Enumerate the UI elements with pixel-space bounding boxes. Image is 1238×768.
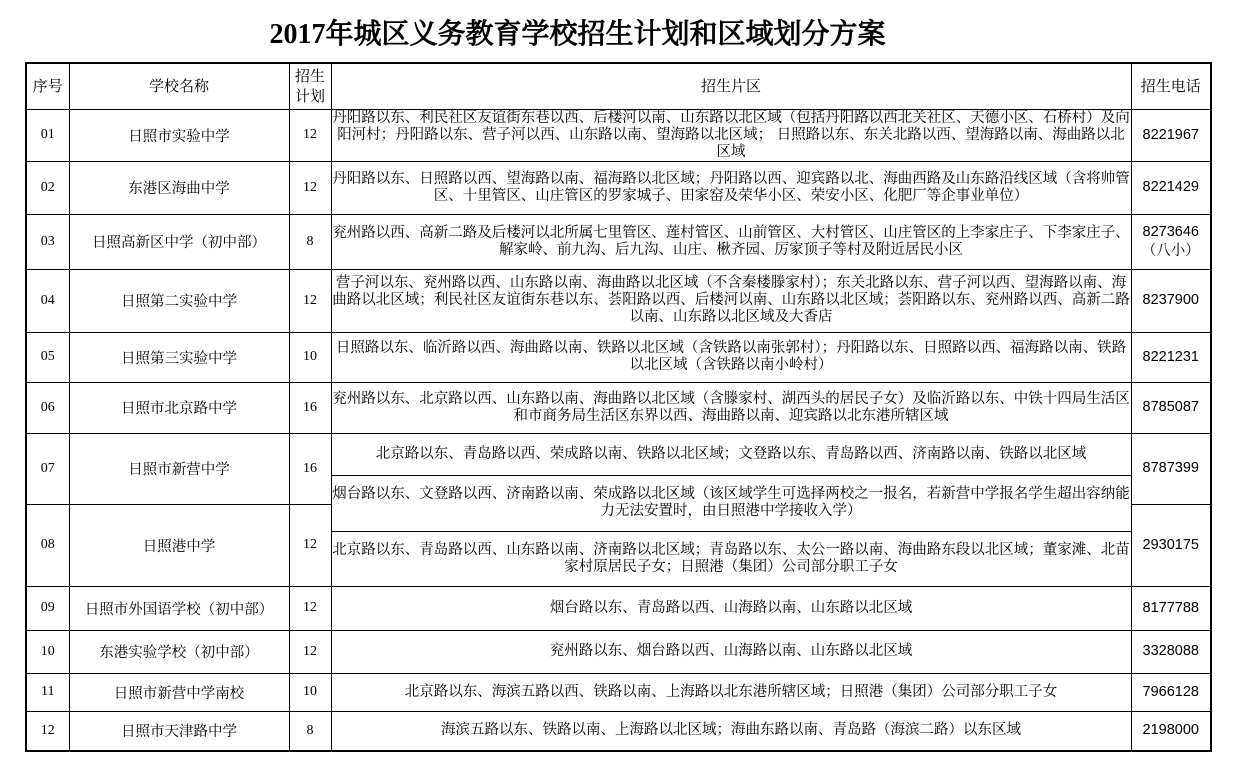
phone-cell: 8237900 — [1131, 269, 1211, 332]
plan-cell: 16 — [289, 382, 331, 433]
phone-cell: 8787399 — [1131, 433, 1211, 504]
header-seq: 序号 — [26, 63, 69, 109]
seq-cell: 06 — [26, 382, 69, 433]
phone-cell: 8221967 — [1131, 109, 1211, 161]
plan-cell: 12 — [289, 586, 331, 630]
school-name-cell: 日照市北京路中学 — [69, 382, 289, 433]
plan-cell: 12 — [289, 109, 331, 161]
seq-cell: 12 — [26, 711, 69, 751]
seq-cell: 04 — [26, 269, 69, 332]
school-name-cell: 日照第二实验中学 — [69, 269, 289, 332]
seq-cell: 10 — [26, 630, 69, 673]
seq-cell: 08 — [26, 504, 69, 586]
school-name-cell: 日照第三实验中学 — [69, 332, 289, 382]
plan-cell: 8 — [289, 711, 331, 751]
plan-cell: 12 — [289, 161, 331, 214]
seq-cell: 01 — [26, 109, 69, 161]
plan-cell: 12 — [289, 504, 331, 586]
school-name-cell: 日照市新营中学南校 — [69, 673, 289, 711]
plan-cell: 12 — [289, 630, 331, 673]
table-row — [26, 586, 1211, 630]
plan-cell: 10 — [289, 673, 331, 711]
table-row — [26, 711, 1211, 751]
school-name-cell: 东港实验学校（初中部） — [69, 630, 289, 673]
plan-cell: 16 — [289, 433, 331, 504]
phone-cell: 8785087 — [1131, 382, 1211, 433]
phone-cell: 8177788 — [1131, 586, 1211, 630]
school-name-cell: 日照市天津路中学 — [69, 711, 289, 751]
table-row — [26, 433, 1211, 475]
header-enrollment-area: 招生片区 — [331, 63, 1131, 109]
table-row — [26, 109, 1211, 161]
phone-cell: 7966128 — [1131, 673, 1211, 711]
phone-cell: 2198000 — [1131, 711, 1211, 751]
area-cell: 丹阳路以东、日照路以西、望海路以南、福海路以北区域；丹阳路以西、迎宾路以北、海曲西路及山东路沿线区域（含将帅管区、十里管区、山庄管区的罗家城子、田家窑及荣华小区、荣安小区、化肥厂等企事业单位） — [331, 161, 1131, 214]
table-row — [26, 269, 1211, 332]
header-plan-line1: 招生 — [294, 67, 325, 86]
shared-area-cell: 烟台路以东、文登路以西、济南路以南、荣成路以北区域（该区域学生可选择两校之一报名，若新营中学报名学生超出容纳能力无法安置时，由日照港中学接收入学） — [331, 475, 1131, 531]
area-cell: 海滨五路以东、铁路以南、上海路以北区域；海曲东路以南、青岛路（海滨二路）以东区域 — [331, 711, 1131, 751]
area-cell: 北京路以东、青岛路以西、荣成路以南、铁路以北区域；文登路以东、青岛路以西、济南路以南、铁路以北区域 — [331, 433, 1131, 475]
seq-cell: 05 — [26, 332, 69, 382]
table-row — [26, 332, 1211, 382]
area-cell: 日照路以东、临沂路以西、海曲路以南、铁路以北区域（含铁路以南张郭村）；丹阳路以东、日照路以西、福海路以南、铁路以北区域（含铁路以南小岭村） — [331, 332, 1131, 382]
plan-cell: 10 — [289, 332, 331, 382]
school-name-cell: 日照港中学 — [69, 504, 289, 586]
school-name-cell: 东港区海曲中学 — [69, 161, 289, 214]
area-cell: 营子河以东、兖州路以西、山东路以南、海曲路以北区域（不含秦楼滕家村）；东关北路以东、营子河以西、望海路以南、海曲路以北区域；利民社区友谊街东巷以东、荟阳路以西、后楼河以南、山东路以北区域；荟阳路以东、兖州路以西、高新二路以南、山东路以北区域及大香店 — [331, 269, 1131, 332]
school-name-cell: 日照高新区中学（初中部） — [69, 214, 289, 269]
seq-cell: 02 — [26, 161, 69, 214]
table-row — [26, 161, 1211, 214]
plan-cell: 12 — [289, 269, 331, 332]
school-name-cell: 日照市外国语学校（初中部） — [69, 586, 289, 630]
area-cell: 兖州路以东、烟台路以西、山海路以南、山东路以北区域 — [331, 630, 1131, 673]
phone-cell — [1131, 214, 1211, 269]
phone-cell: 8221231 — [1131, 332, 1211, 382]
table-row — [26, 673, 1211, 711]
header-plan-line2: 计划 — [294, 87, 325, 106]
area-cell: 北京路以东、青岛路以西、山东路以南、济南路以北区域；青岛路以东、太公一路以南、海曲路东段以北区域；董家滩、北苗家村原居民子女；日照港（集团）公司部分职工子女 — [331, 531, 1131, 586]
area-cell: 烟台路以东、青岛路以西、山海路以南、山东路以北区域 — [331, 586, 1131, 630]
school-name-cell: 日照市新营中学 — [69, 433, 289, 504]
table-row — [26, 214, 1211, 269]
plan-cell: 8 — [289, 214, 331, 269]
area-cell: 丹阳路以东、利民社区友谊街东巷以西、后楼河以南、山东路以北区域（包括丹阳路以西北关社区、天德小区、石桥村）及向阳河村；丹阳路以东、营子河以西、山东路以南、望海路以北区域； 日照路以东、东关北路以西、望海路以南、海曲路以北区域 — [332, 109, 1130, 160]
phone-cell: 3328088 — [1131, 630, 1211, 673]
phone-note: （八小） — [1141, 242, 1200, 259]
area-cell: 兖州路以西、高新二路及后楼河以北所属七里管区、莲村管区、山前管区、大村管区、山庄管区的上李家庄子、下李家庄子、解家岭、前九沟、后九沟、山庄、楸齐园、厉家顶子等村及附近居民小区 — [331, 214, 1131, 269]
header-school-name: 学校名称 — [69, 63, 289, 109]
area-cell: 兖州路以东、北京路以西、山东路以南、海曲路以北区域（含滕家村、湖西头的居民子女）及临沂路以东、中铁十四局生活区和市商务局生活区东界以西、海曲路以南、迎宾路以北东港所辖区域 — [331, 382, 1131, 433]
area-cell: 北京路以东、海滨五路以西、铁路以南、上海路以北东港所辖区域；日照港（集团）公司部分职工子女 — [331, 673, 1131, 711]
table-row — [26, 382, 1211, 433]
seq-cell: 09 — [26, 586, 69, 630]
school-name-cell: 日照市实验中学 — [69, 109, 289, 161]
enrollment-table — [25, 62, 1212, 752]
seq-cell: 03 — [26, 214, 69, 269]
header-row — [26, 63, 1211, 109]
phone-number: 8273646 — [1142, 223, 1199, 240]
seq-cell: 11 — [26, 673, 69, 711]
page-title: 2017年城区义务教育学校招生计划和区域划分方案 — [269, 19, 886, 50]
phone-cell: 2930175 — [1131, 504, 1211, 586]
header-enrollment-phone: 招生电话 — [1131, 63, 1211, 109]
table-row — [26, 630, 1211, 673]
phone-cell: 8221429 — [1131, 161, 1211, 214]
header-enrollment-plan — [289, 63, 331, 109]
seq-cell: 07 — [26, 433, 69, 504]
